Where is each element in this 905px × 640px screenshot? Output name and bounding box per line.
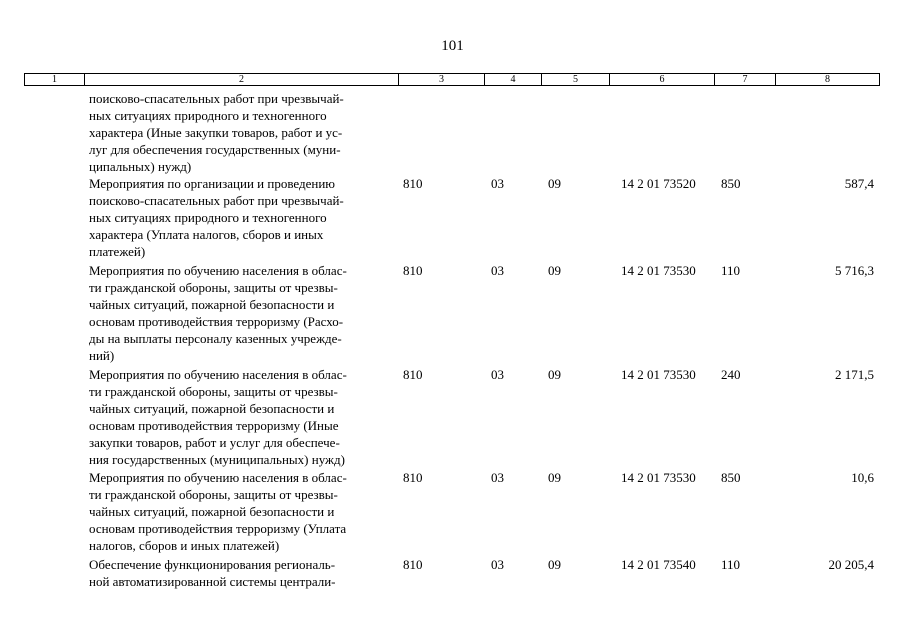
target-article-code: 14 2 01 73520 [621, 176, 696, 191]
section-code: 03 [491, 263, 504, 278]
description-line: Мероприятия по организации и проведению [89, 176, 336, 191]
amount-value: 587,4 [844, 176, 874, 191]
row-description [89, 90, 401, 175]
column-number-7: 7 [715, 74, 776, 86]
ministry-code: 810 [403, 263, 423, 278]
description-line: чайных ситуаций, пожарной безопасности и [89, 504, 335, 519]
description-line: луг для обеспечения государственных (муни- [89, 142, 341, 157]
description-line: поисково-спасательных работ при чрезвычай- [89, 91, 344, 106]
ministry-code: 810 [403, 176, 423, 191]
subsection-code: 09 [548, 176, 561, 191]
subsection-code: 09 [548, 470, 561, 485]
description-line: платежей) [89, 244, 146, 259]
column-number-header [24, 73, 880, 86]
description-line: ной автоматизированной системы централи- [89, 574, 336, 589]
amount-value: 5 716,3 [835, 263, 874, 278]
row-description [89, 262, 401, 364]
expense-type-code: 850 [721, 470, 741, 485]
description-line: ти гражданской обороны, защиты от чрезвы- [89, 384, 338, 399]
description-line: основам противодействия терроризму (Расхо- [89, 314, 344, 329]
ministry-code: 810 [403, 470, 423, 485]
expense-type-code: 110 [721, 263, 741, 278]
description-line: Мероприятия по обучению населения в облас- [89, 263, 347, 278]
description-line: основам противодействия терроризму (Уплата [89, 521, 347, 536]
description-line: чайных ситуаций, пожарной безопасности и [89, 401, 335, 416]
ministry-code: 810 [403, 557, 423, 572]
row-description [89, 175, 401, 260]
description-line: ния государственных (муниципальных) нужд) [89, 452, 345, 467]
target-article-code: 14 2 01 73540 [621, 557, 696, 572]
description-line: ний) [89, 348, 115, 363]
section-code: 03 [491, 176, 504, 191]
description-line: закупки товаров, работ и услуг для обеспече- [89, 435, 340, 450]
amount-value: 10,6 [851, 470, 874, 485]
description-line: ных ситуациях природного и техногенного [89, 210, 327, 225]
row-description [89, 469, 401, 554]
target-article-code: 14 2 01 73530 [621, 470, 696, 485]
expense-type-code: 850 [721, 176, 741, 191]
description-line: ти гражданской обороны, защиты от чрезвы- [89, 487, 338, 502]
description-line: Мероприятия по обучению населения в облас- [89, 470, 347, 485]
description-line: ципальных) нужд) [89, 159, 192, 174]
section-code: 03 [491, 557, 504, 572]
column-number-2: 2 [85, 74, 399, 86]
column-number-row [25, 74, 880, 86]
section-code: 03 [491, 367, 504, 382]
subsection-code: 09 [548, 367, 561, 382]
section-code: 03 [491, 470, 504, 485]
description-line: характера (Иные закупки товаров, работ и ус- [89, 125, 343, 140]
description-line: чайных ситуаций, пожарной безопасности и [89, 297, 335, 312]
target-article-code: 14 2 01 73530 [621, 263, 696, 278]
column-number-3: 3 [399, 74, 485, 86]
description-line: ти гражданской обороны, защиты от чрезвы- [89, 280, 338, 295]
target-article-code: 14 2 01 73530 [621, 367, 696, 382]
ministry-code: 810 [403, 367, 423, 382]
description-line: ды на выплаты персоналу казенных учрежде- [89, 331, 342, 346]
column-number-6: 6 [610, 74, 715, 86]
column-number-5: 5 [542, 74, 610, 86]
row-description [89, 556, 401, 590]
subsection-code: 09 [548, 263, 561, 278]
expense-type-code: 110 [721, 557, 741, 572]
amount-value: 20 205,4 [828, 557, 874, 572]
description-line: основам противодействия терроризму (Иные [89, 418, 339, 433]
description-line: Мероприятия по обучению населения в облас- [89, 367, 347, 382]
description-line: поисково-спасательных работ при чрезвычай- [89, 193, 344, 208]
subsection-code: 09 [548, 557, 561, 572]
page-number: 101 [441, 38, 464, 54]
column-number-4: 4 [485, 74, 542, 86]
row-description [89, 366, 401, 468]
amount-value: 2 171,5 [835, 367, 874, 382]
column-number-8: 8 [776, 74, 880, 86]
column-number-1: 1 [25, 74, 85, 86]
description-line: Обеспечение функционирования региональ- [89, 557, 336, 572]
expense-type-code: 240 [721, 367, 741, 382]
description-line: налогов, сборов и иных платежей) [89, 538, 280, 553]
description-line: характера (Уплата налогов, сборов и иных [89, 227, 324, 242]
description-line: ных ситуациях природного и техногенного [89, 108, 327, 123]
